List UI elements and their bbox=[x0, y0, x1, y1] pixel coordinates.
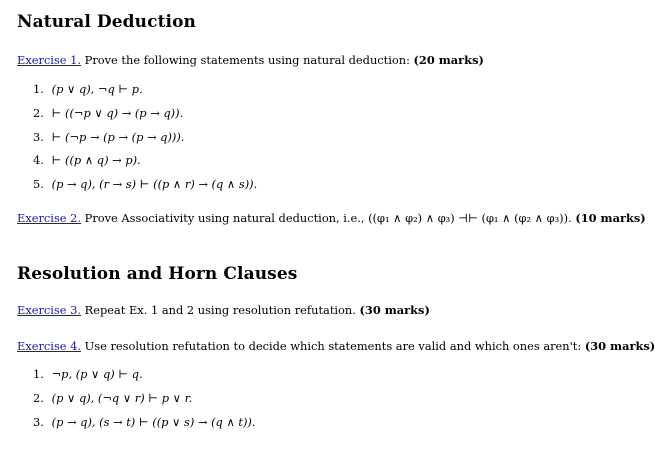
exercise-4-marks: (30 marks) bbox=[584, 339, 655, 353]
exercise-4-item-1 bbox=[33, 367, 143, 381]
item-statement: ¬p, (p ∨ q) ⊢ q. bbox=[51, 367, 143, 381]
exercise-1-paragraph bbox=[17, 53, 484, 67]
item-statement: (p → q), (r → s) ⊢ ((p ∧ r) → (q ∧ s)). bbox=[51, 177, 258, 191]
exercise-1-item-3 bbox=[33, 130, 184, 144]
exercise-1-item-1 bbox=[33, 82, 143, 96]
exercise-3-marks: (30 marks) bbox=[359, 303, 430, 317]
item-statement: ⊢ ((¬p ∨ q) → (p → q)). bbox=[51, 106, 184, 120]
item-number: 1. bbox=[33, 367, 44, 381]
item-statement: ⊢ (¬p → (p → (p → q))). bbox=[51, 130, 185, 144]
exercise-3-paragraph bbox=[17, 303, 430, 317]
exercise-2-paragraph bbox=[17, 211, 646, 225]
item-number: 3. bbox=[33, 130, 44, 144]
item-number: 3. bbox=[33, 415, 44, 429]
item-number: 5. bbox=[33, 177, 44, 191]
item-statement: (p ∨ q), (¬q ∨ r) ⊢ p ∨ r. bbox=[51, 391, 193, 405]
exercise-1-item-5 bbox=[33, 177, 257, 191]
exercise-4-text: Use resolution refutation to decide which statements are valid and which ones aren't: bbox=[84, 339, 582, 353]
item-statement: ⊢ ((p ∧ q) → p). bbox=[51, 153, 141, 167]
exercise-4-item-2 bbox=[33, 391, 192, 405]
exercise-4-paragraph bbox=[17, 339, 655, 353]
item-statement: (p → q), (s → t) ⊢ ((p ∨ s) → (q ∧ t)). bbox=[51, 415, 256, 429]
exercise-3-text: Repeat Ex. 1 and 2 using resolution refutation. bbox=[84, 303, 356, 317]
item-number: 2. bbox=[33, 106, 44, 120]
section-title-resolution: Resolution and Horn Clauses bbox=[17, 264, 298, 284]
section-title-natural-deduction: Natural Deduction bbox=[17, 12, 196, 32]
exercise-2-marks: (10 marks) bbox=[575, 211, 646, 225]
exercise-1-item-2 bbox=[33, 106, 183, 120]
item-number: 1. bbox=[33, 82, 44, 96]
exercise-1-link[interactable]: Exercise 1. bbox=[17, 53, 82, 67]
item-statement: (p ∨ q), ¬q ⊢ p. bbox=[51, 82, 143, 96]
exercise-4-link[interactable]: Exercise 4. bbox=[17, 339, 82, 353]
exercise-4-item-3 bbox=[33, 415, 256, 429]
item-number: 2. bbox=[33, 391, 44, 405]
exercise-2-text: Prove Associativity using natural deduction, i.e., ((φ₁ ∧ φ₂) ∧ φ₃) ⊣⊢ (φ₁ ∧ (φ₂ ∧ φ₃)). bbox=[84, 211, 572, 225]
exercise-1-marks: (20 marks) bbox=[413, 53, 484, 67]
item-number: 4. bbox=[33, 153, 44, 167]
exercise-2-link[interactable]: Exercise 2. bbox=[17, 211, 82, 225]
exercise-1-item-4 bbox=[33, 153, 141, 167]
exercise-1-text: Prove the following statements using natural deduction: bbox=[84, 53, 410, 67]
exercise-3-link[interactable]: Exercise 3. bbox=[17, 303, 82, 317]
